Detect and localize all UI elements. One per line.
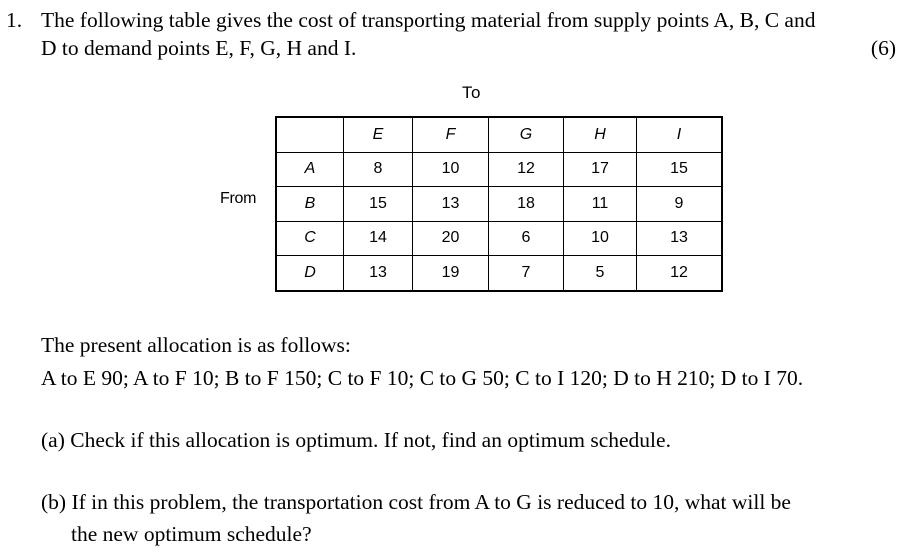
table-cell: 15 (637, 152, 723, 187)
table-cell: 15 (344, 187, 413, 222)
table-cell: 13 (637, 221, 723, 256)
table-row (276, 187, 722, 222)
column-header-i: I (637, 117, 723, 152)
row-header-b: B (276, 187, 344, 222)
allocation-intro: The present allocation is as follows: (41, 333, 351, 357)
table-cell: 9 (637, 187, 723, 222)
table-cell: 17 (564, 152, 637, 187)
table-cell: 12 (637, 256, 723, 291)
cost-table (275, 116, 723, 292)
column-header-f: F (413, 117, 489, 152)
to-label: To (462, 83, 481, 102)
question-text-line2: D to demand points E, F, G, H and I. (41, 36, 357, 60)
row-header-c: C (276, 221, 344, 256)
table-cell: 8 (344, 152, 413, 187)
table-cell: 11 (564, 187, 637, 222)
part-a-text: (a) Check if this allocation is optimum. If not, find an optimum schedule. (41, 428, 671, 452)
table-cell: 20 (413, 221, 489, 256)
table-corner-cell (276, 117, 344, 152)
table-cell: 7 (489, 256, 564, 291)
table-cell: 5 (564, 256, 637, 291)
allocation-list: A to E 90; A to F 10; B to F 150; C to F 10; C to G 50; C to I 120; D to H 210; D to I 70. (41, 366, 804, 390)
question-number: 1. (6, 8, 23, 32)
table-cell: 12 (489, 152, 564, 187)
table-cell: 13 (344, 256, 413, 291)
row-header-d: D (276, 256, 344, 291)
table-cell: 10 (564, 221, 637, 256)
table-cell: 14 (344, 221, 413, 256)
column-header-e: E (344, 117, 413, 152)
row-header-a: A (276, 152, 344, 187)
table-row (276, 152, 722, 187)
table-cell: 19 (413, 256, 489, 291)
table-cell: 6 (489, 221, 564, 256)
column-header-g: G (489, 117, 564, 152)
question-marks: (6) (870, 36, 896, 60)
table-cell: 13 (413, 187, 489, 222)
table-row (276, 256, 722, 291)
column-header-h: H (564, 117, 637, 152)
table-cell: 10 (413, 152, 489, 187)
table-row (276, 221, 722, 256)
question-text-line1: The following table gives the cost of transporting material from supply points A, B, C and (41, 8, 816, 32)
from-label: From (220, 190, 257, 207)
part-b-text-line2: the new optimum schedule? (71, 522, 312, 546)
table-cell: 18 (489, 187, 564, 222)
part-b-text-line1: (b) If in this problem, the transportation cost from A to G is reduced to 10, what will be (41, 490, 791, 514)
table-header-row (276, 117, 722, 152)
